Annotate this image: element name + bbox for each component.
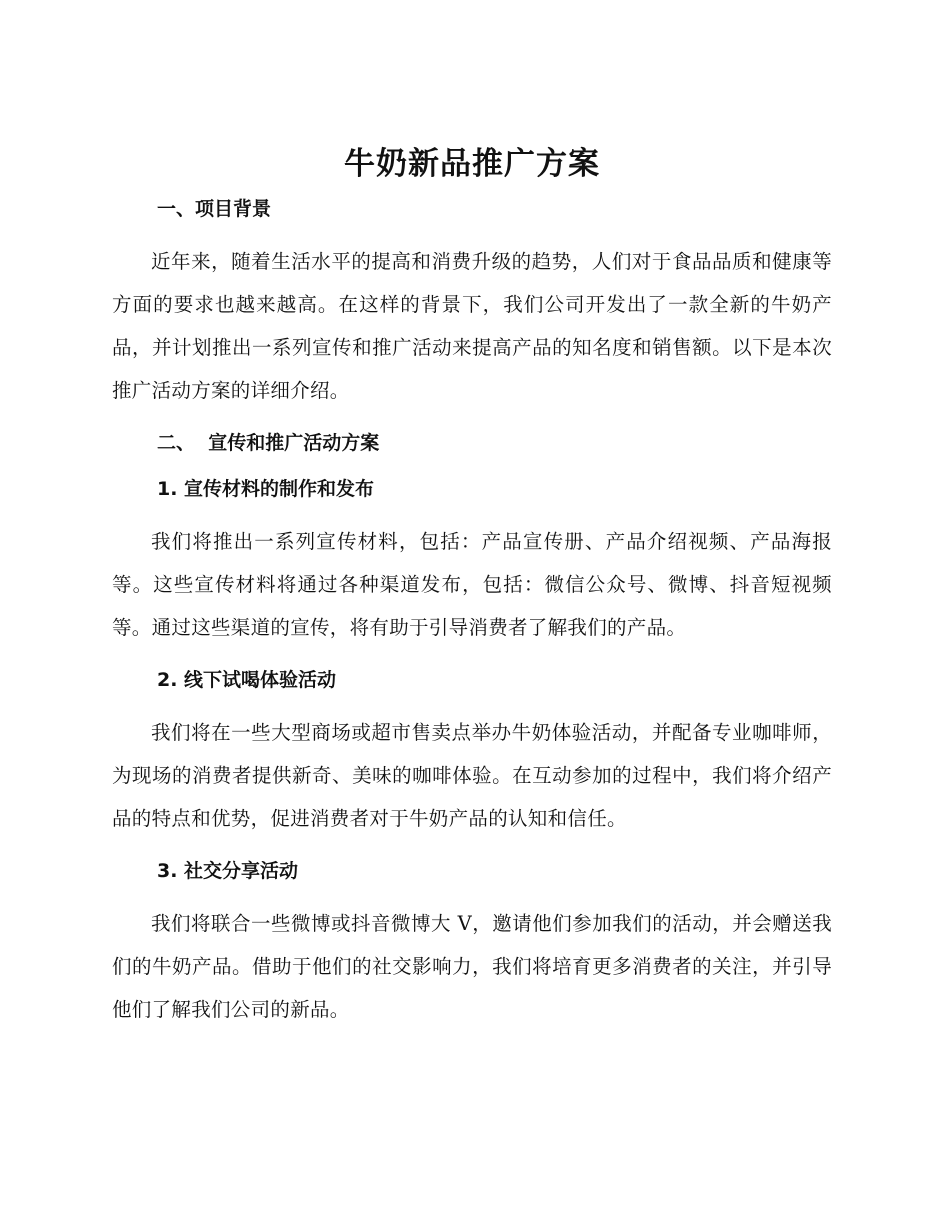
paragraph-materials: 我们将推出一系列宣传材料，包括：产品宣传册、产品介绍视频、产品海报等。这些宣传材料将通过各种渠道发布，包括：微信公众号、微博、抖音短视频等。通过这些渠道的宣传，将有助于引导消费者了解我们的产品。	[112, 530, 832, 639]
paragraph-background: 近年来，随着生活水平的提高和消费升级的趋势，人们对于食品品质和健康等方面的要求也越来越高。在这样的背景下，我们公司开发出了一款全新的牛奶产品，并计划推出一系列宣传和推广活动来提高产品的知名度和销售额。以下是本次推广活动方案的详细介绍。	[112, 250, 832, 402]
section-heading-promotion-plan: 二、 宣传和推广活动方案	[157, 432, 380, 454]
paragraph-tasting: 我们将在一些大型商场或超市售卖点举办牛奶体验活动，并配备专业咖啡师，为现场的消费者提供新奇、美味的咖啡体验。在互动参加的过程中，我们将介绍产品的特点和优势，促进消费者对于牛奶产品的认知和信任。	[112, 721, 832, 830]
subsection-heading-tasting: 2. 线下试喝体验活动	[157, 669, 337, 691]
subsection-heading-materials: 1. 宣传材料的制作和发布	[157, 478, 375, 500]
document-title: 牛奶新品推广方案	[344, 146, 600, 182]
subsection-heading-social: 3. 社交分享活动	[157, 860, 299, 882]
section-heading-background: 一、项目背景	[157, 198, 272, 220]
document-page	[112, 142, 832, 1047]
paragraph-social: 我们将联合一些微博或抖音微博大 V，邀请他们参加我们的活动，并会赠送我们的牛奶产品。借助于他们的社交影响力，我们将培育更多消费者的关注，并引导他们了解我们公司的新品。	[112, 912, 832, 1021]
